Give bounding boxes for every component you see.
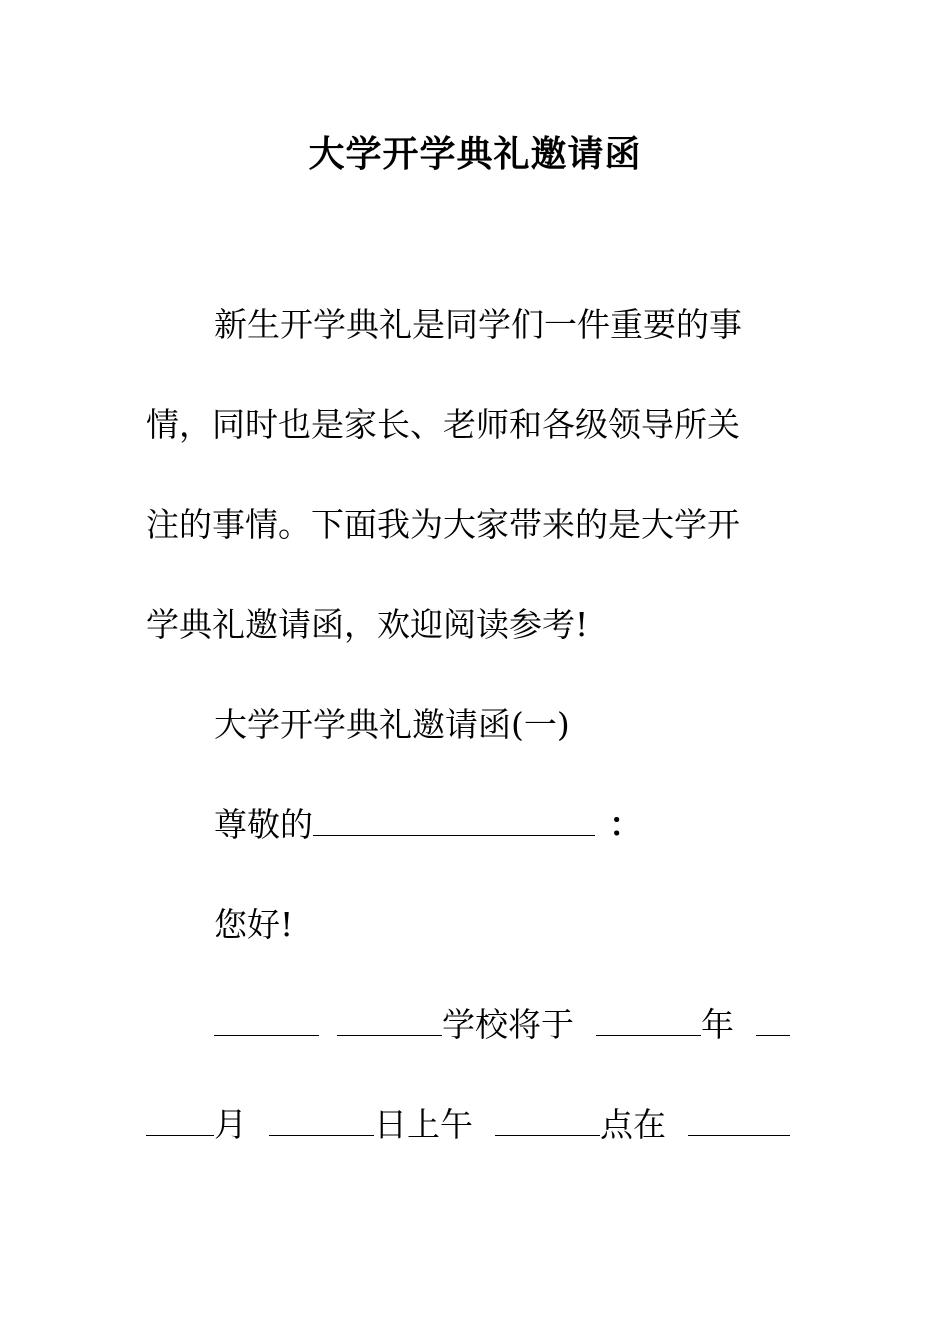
section-heading: 大学开学典礼邀请函(一) — [214, 705, 570, 744]
year-text: 年 — [701, 1005, 734, 1044]
salutation-colon: ： — [609, 805, 642, 844]
year-blank — [596, 1005, 701, 1036]
day-blank — [269, 1105, 374, 1136]
intro-line-4: 学典礼邀请函，欢迎阅读参考! — [146, 605, 589, 644]
salutation-text: 尊敬的 — [214, 805, 313, 844]
body-line-1 — [214, 1000, 790, 1050]
intro-line-2: 情，同时也是家长、老师和各级领导所关 — [146, 405, 740, 444]
recipient-blank — [313, 805, 595, 836]
body-line-2 — [146, 1100, 790, 1150]
page-title: 大学开学典礼邀请函 — [308, 133, 642, 175]
month-text: 月 — [214, 1105, 247, 1144]
intro-line-1: 新生开学典礼是同学们一件重要的事 — [214, 305, 742, 344]
greeting: 您好! — [214, 905, 294, 944]
day-text: 日上午 — [374, 1105, 473, 1144]
salutation-line — [214, 800, 642, 850]
month-blank-start — [756, 1005, 790, 1036]
time-blank — [495, 1105, 600, 1136]
time-text: 点在 — [600, 1105, 666, 1144]
month-blank-end — [146, 1105, 214, 1136]
place-blank — [688, 1105, 790, 1136]
blank-2 — [337, 1005, 442, 1036]
intro-line-3: 注的事情。下面我为大家带来的是大学开 — [146, 505, 740, 544]
blank-1 — [214, 1005, 319, 1036]
school-text: 学校将于 — [442, 1005, 574, 1044]
